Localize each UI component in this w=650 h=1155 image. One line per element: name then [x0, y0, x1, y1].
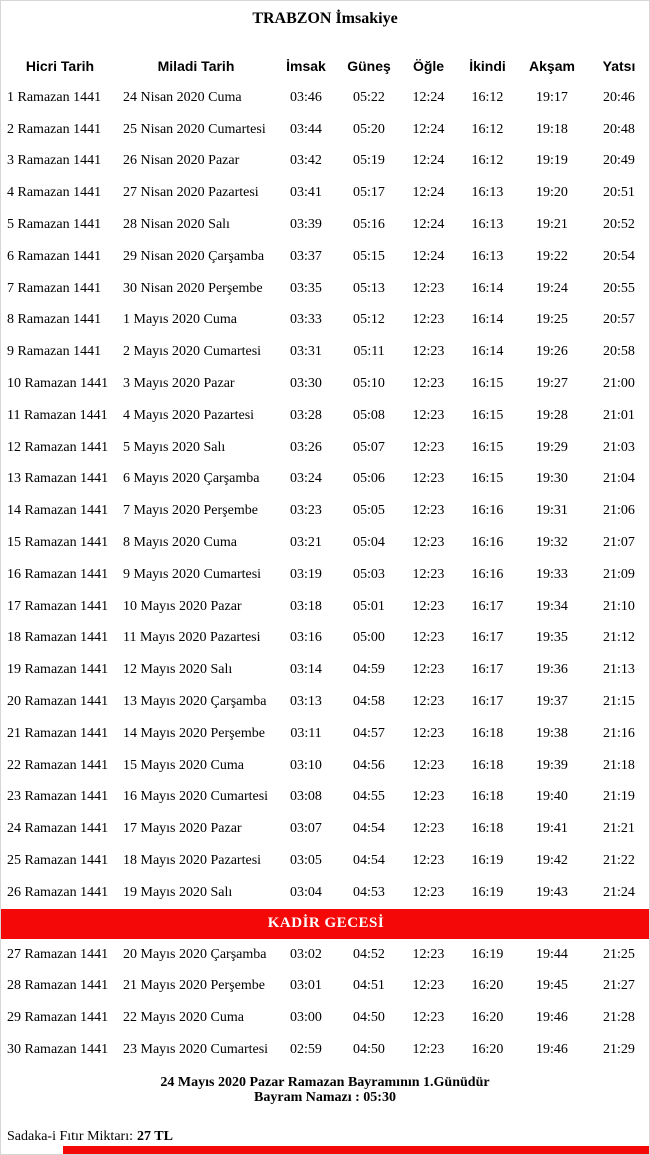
cell-miladi-tarih: 26 Nisan 2020 Pazar: [123, 153, 240, 169]
cell-miladi-tarih: 12 Mayıs 2020 Salı: [123, 662, 233, 678]
cell-aksam: 19:46: [536, 1010, 568, 1026]
cell-aksam: 19:32: [536, 535, 568, 551]
cell-ogle: 12:23: [412, 884, 445, 900]
cell-yatsi: 20:52: [603, 217, 635, 233]
cell-hicri-tarih: 5 Ramazan 1441: [7, 217, 102, 233]
cell-gunes: 05:07: [353, 439, 385, 455]
cell-miladi-tarih: 6 Mayıs 2020 Çarşamba: [123, 471, 260, 487]
cell-miladi-tarih: 28 Nisan 2020 Salı: [123, 217, 230, 233]
cell-ikindi: 16:16: [471, 503, 504, 519]
cell-imsak: 03:07: [290, 821, 322, 837]
cell-ikindi: 16:15: [471, 407, 504, 423]
cell-imsak: 03:08: [290, 789, 322, 805]
table-row: [1, 591, 650, 623]
cell-miladi-tarih: 14 Mayıs 2020 Perşembe: [123, 725, 265, 741]
cell-hicri-tarih: 13 Ramazan 1441: [7, 471, 109, 487]
cell-imsak: 03:42: [290, 153, 322, 169]
cell-ikindi: 16:18: [471, 821, 504, 837]
table-row: [1, 241, 650, 273]
cell-ikindi: 16:15: [471, 376, 504, 392]
cell-ogle: 12:23: [412, 376, 445, 392]
cell-yatsi: 21:19: [603, 789, 635, 805]
cell-imsak: 03:37: [290, 248, 322, 264]
cell-hicri-tarih: 21 Ramazan 1441: [7, 725, 109, 741]
table-row: [1, 177, 650, 209]
cell-ikindi: 16:18: [471, 757, 504, 773]
cell-miladi-tarih: 23 Mayıs 2020 Cumartesi: [123, 1042, 269, 1057]
cell-ikindi: 16:15: [471, 471, 504, 487]
cell-hicri-tarih: 28 Ramazan 1441: [7, 978, 109, 994]
cell-yatsi: 21:13: [603, 662, 635, 678]
table-row: [1, 559, 650, 591]
cell-ikindi: 16:16: [471, 535, 504, 551]
cell-miladi-tarih: 3 Mayıs 2020 Pazar: [123, 376, 235, 392]
cell-ogle: 12:23: [412, 598, 445, 614]
cell-yatsi: 21:00: [603, 376, 635, 392]
cell-yatsi: 21:09: [603, 566, 635, 582]
cell-ogle: 12:23: [412, 312, 445, 328]
cell-miladi-tarih: 16 Mayıs 2020 Cumartesi: [123, 789, 269, 805]
cell-imsak: 03:00: [290, 1010, 322, 1026]
cell-imsak: 03:10: [290, 757, 322, 773]
cell-ogle: 12:23: [412, 344, 445, 360]
table-row: [1, 1034, 650, 1066]
cell-ogle: 12:23: [412, 1010, 445, 1026]
cell-miladi-tarih: 9 Mayıs 2020 Cumartesi: [123, 566, 262, 582]
cell-miladi-tarih: 19 Mayıs 2020 Salı: [123, 884, 233, 900]
cell-yatsi: 21:06: [603, 503, 635, 519]
cell-ogle: 12:24: [412, 217, 445, 233]
cell-aksam: 19:20: [536, 185, 568, 201]
cell-aksam: 19:37: [536, 694, 568, 710]
cell-ogle: 12:24: [412, 185, 445, 201]
cell-gunes: 05:15: [353, 248, 385, 264]
cell-aksam: 19:38: [536, 725, 568, 741]
cell-ikindi: 16:19: [471, 946, 504, 962]
table-row: [1, 209, 650, 241]
cell-imsak: 03:33: [290, 312, 322, 328]
cell-gunes: 05:06: [353, 471, 385, 487]
cell-hicri-tarih: 29 Ramazan 1441: [7, 1010, 109, 1026]
cell-gunes: 04:50: [353, 1010, 385, 1026]
kadir-gecesi-banner-row: [1, 909, 650, 939]
cell-ogle: 12:23: [412, 946, 445, 962]
cell-aksam: 19:31: [536, 503, 568, 519]
cell-ikindi: 16:19: [471, 853, 504, 869]
table-row: [1, 432, 650, 464]
cell-imsak: 03:30: [290, 376, 322, 392]
cell-ogle: 12:23: [412, 978, 445, 994]
cell-aksam: 19:22: [536, 248, 568, 264]
cell-ikindi: 16:19: [471, 884, 504, 900]
kadir-gecesi-banner: KADİR GECESİ: [1, 909, 650, 939]
cell-ogle: 12:23: [412, 471, 445, 487]
cell-hicri-tarih: 27 Ramazan 1441: [7, 946, 109, 962]
cell-yatsi: 20:57: [603, 312, 635, 328]
cell-aksam: 19:40: [536, 789, 568, 805]
cell-hicri-tarih: 14 Ramazan 1441: [7, 503, 109, 519]
cell-miladi-tarih: 2 Mayıs 2020 Cumartesi: [123, 344, 262, 360]
table-row: [1, 336, 650, 368]
col-header-ogle: Öğle: [412, 58, 445, 74]
table-row: [1, 400, 650, 432]
cell-hicri-tarih: 15 Ramazan 1441: [7, 535, 109, 551]
table-row: [1, 845, 650, 877]
cell-miladi-tarih: 11 Mayıs 2020 Pazartesi: [123, 630, 261, 646]
cell-ikindi: 16:20: [471, 1010, 504, 1026]
cell-gunes: 04:57: [353, 725, 385, 741]
cell-ogle: 12:23: [412, 503, 445, 519]
cell-yatsi: 21:12: [603, 630, 635, 646]
cell-ikindi: 16:13: [471, 248, 504, 264]
cell-hicri-tarih: 11 Ramazan 1441: [7, 407, 108, 423]
cell-imsak: 03:39: [290, 217, 322, 233]
cell-ikindi: 16:18: [471, 725, 504, 741]
cell-yatsi: 21:04: [603, 471, 635, 487]
table-row: [1, 82, 650, 114]
cell-imsak: 03:41: [290, 185, 322, 201]
cell-aksam: 19:18: [536, 121, 568, 137]
cell-imsak: 03:14: [290, 662, 322, 678]
cell-imsak: 03:05: [290, 853, 322, 869]
cell-aksam: 19:35: [536, 630, 568, 646]
col-header-yatsi: Yatsı: [602, 58, 636, 74]
cell-ogle: 12:23: [412, 280, 445, 296]
cell-imsak: 03:18: [290, 598, 322, 614]
cell-imsak: 03:23: [290, 503, 322, 519]
cell-aksam: 19:39: [536, 757, 568, 773]
cell-yatsi: 21:10: [603, 598, 635, 614]
table-row: [1, 464, 650, 496]
cell-gunes: 05:17: [353, 185, 385, 201]
cell-imsak: 03:13: [290, 694, 322, 710]
cell-ogle: 12:23: [412, 821, 445, 837]
cell-aksam: 19:27: [536, 376, 568, 392]
cell-gunes: 05:20: [353, 121, 385, 137]
cell-miladi-tarih: 5 Mayıs 2020 Salı: [123, 439, 226, 455]
cell-ikindi: 16:12: [471, 89, 504, 105]
cell-gunes: 05:10: [353, 376, 385, 392]
cell-ogle: 12:24: [412, 153, 445, 169]
table-row: [1, 686, 650, 718]
cell-hicri-tarih: 10 Ramazan 1441: [7, 376, 109, 392]
col-header-aksam: Akşam: [529, 58, 575, 74]
cell-aksam: 19:21: [536, 217, 568, 233]
cell-yatsi: 21:16: [603, 725, 635, 741]
cell-aksam: 19:46: [536, 1042, 568, 1057]
cell-miladi-tarih: 18 Mayıs 2020 Pazartesi: [123, 853, 262, 869]
cell-gunes: 04:59: [353, 662, 385, 678]
cell-aksam: 19:45: [536, 978, 568, 994]
cell-hicri-tarih: 26 Ramazan 1441: [7, 884, 109, 900]
cell-gunes: 05:22: [353, 89, 385, 105]
cell-ikindi: 16:14: [471, 280, 504, 296]
cell-yatsi: 21:01: [603, 407, 635, 423]
prayer-times-table: [1, 50, 650, 1066]
table-row: [1, 877, 650, 909]
cell-hicri-tarih: 25 Ramazan 1441: [7, 853, 109, 869]
cell-imsak: 03:28: [290, 407, 322, 423]
cell-hicri-tarih: 23 Ramazan 1441: [7, 789, 109, 805]
cell-yatsi: 21:21: [603, 821, 635, 837]
cell-aksam: 19:17: [536, 89, 568, 105]
cell-hicri-tarih: 18 Ramazan 1441: [7, 630, 109, 646]
cell-miladi-tarih: 22 Mayıs 2020 Cuma: [123, 1010, 244, 1026]
cell-yatsi: 20:46: [603, 89, 635, 105]
table-row: [1, 939, 650, 971]
cell-ogle: 12:23: [412, 725, 445, 741]
cell-imsak: 03:01: [290, 978, 322, 994]
col-header-miladi-tarih: Miladi Tarih: [157, 58, 235, 74]
cell-yatsi: 20:48: [603, 121, 635, 137]
table-row: [1, 654, 650, 686]
cell-miladi-tarih: 29 Nisan 2020 Çarşamba: [123, 248, 265, 264]
cell-gunes: 04:54: [353, 821, 385, 837]
cell-gunes: 05:11: [353, 344, 385, 360]
table-row: [1, 1002, 650, 1034]
cell-gunes: 04:55: [353, 789, 385, 805]
cell-yatsi: 21:22: [603, 853, 635, 869]
cell-miladi-tarih: 25 Nisan 2020 Cumartesi: [123, 121, 266, 137]
cell-imsak: 03:16: [290, 630, 322, 646]
cell-ogle: 12:23: [412, 853, 445, 869]
cell-yatsi: 20:58: [603, 344, 635, 360]
cell-gunes: 04:58: [353, 694, 385, 710]
cell-miladi-tarih: 8 Mayıs 2020 Cuma: [123, 535, 237, 551]
cell-ikindi: 16:15: [471, 439, 504, 455]
cell-aksam: 19:29: [536, 439, 568, 455]
cell-ogle: 12:24: [412, 89, 445, 105]
cell-yatsi: 21:18: [603, 757, 635, 773]
sadaka-value: 27 TL: [136, 1128, 173, 1144]
cell-imsak: 03:35: [290, 280, 322, 296]
cell-aksam: 19:43: [536, 884, 568, 900]
cell-hicri-tarih: 30 Ramazan 1441: [7, 1042, 109, 1057]
cell-imsak: 03:02: [290, 946, 322, 962]
cell-gunes: 05:12: [353, 312, 385, 328]
cell-ogle: 12:23: [412, 694, 445, 710]
cell-ikindi: 16:13: [471, 185, 504, 201]
cell-ikindi: 16:20: [471, 1042, 504, 1057]
cell-yatsi: 20:54: [603, 248, 635, 264]
cell-hicri-tarih: 4 Ramazan 1441: [7, 185, 102, 201]
cell-miladi-tarih: 1 Mayıs 2020 Cuma: [123, 312, 237, 328]
table-row: [1, 623, 650, 655]
cell-ogle: 12:23: [412, 566, 445, 582]
table-row: [1, 305, 650, 337]
cell-hicri-tarih: 20 Ramazan 1441: [7, 694, 109, 710]
cell-yatsi: 21:27: [603, 978, 635, 994]
table-header-row: [1, 50, 650, 82]
table-row: [1, 813, 650, 845]
cell-ikindi: 16:17: [471, 630, 504, 646]
cell-gunes: 05:00: [353, 630, 385, 646]
cell-ikindi: 16:12: [471, 121, 504, 137]
cell-ogle: 12:23: [412, 662, 445, 678]
table-row: [1, 368, 650, 400]
cell-aksam: 19:41: [536, 821, 568, 837]
cell-yatsi: 20:49: [603, 153, 635, 169]
table-row: [1, 750, 650, 782]
cell-ogle: 12:23: [412, 789, 445, 805]
cell-yatsi: 21:24: [603, 884, 635, 900]
table-row: [1, 527, 650, 559]
table-row: [1, 782, 650, 814]
cell-hicri-tarih: 2 Ramazan 1441: [7, 121, 102, 137]
cell-yatsi: 20:55: [603, 280, 635, 296]
cell-imsak: 03:11: [290, 725, 322, 741]
cell-ikindi: 16:17: [471, 662, 504, 678]
cell-miladi-tarih: 27 Nisan 2020 Pazartesi: [123, 185, 259, 201]
cell-aksam: 19:30: [536, 471, 568, 487]
bayram-day-line: 24 Mayıs 2020 Pazar Ramazan Bayramının 1.Günüdür: [160, 1074, 490, 1090]
cell-ikindi: 16:20: [471, 978, 504, 994]
cell-miladi-tarih: 30 Nisan 2020 Perşembe: [123, 280, 263, 296]
cell-gunes: 04:51: [353, 978, 385, 994]
col-header-hicri-tarih: Hicri Tarih: [25, 58, 95, 74]
cell-ogle: 12:23: [412, 630, 445, 646]
cell-hicri-tarih: 9 Ramazan 1441: [7, 344, 102, 360]
col-header-imsak: İmsak: [286, 58, 326, 74]
cell-hicri-tarih: 1 Ramazan 1441: [7, 89, 102, 105]
cell-hicri-tarih: 22 Ramazan 1441: [7, 757, 109, 773]
table-row: [1, 114, 650, 146]
table-row: [1, 273, 650, 305]
bottom-red-bar: [63, 1146, 649, 1154]
cell-aksam: 19:24: [536, 280, 568, 296]
cell-yatsi: 21:07: [603, 535, 635, 551]
cell-miladi-tarih: 17 Mayıs 2020 Pazar: [123, 821, 242, 837]
cell-aksam: 19:36: [536, 662, 568, 678]
cell-miladi-tarih: 13 Mayıs 2020 Çarşamba: [123, 694, 267, 710]
cell-hicri-tarih: 19 Ramazan 1441: [7, 662, 109, 678]
cell-imsak: 02:59: [290, 1042, 322, 1057]
cell-yatsi: 21:15: [603, 694, 635, 710]
col-header-gunes: Güneş: [347, 58, 391, 74]
cell-ikindi: 16:18: [471, 789, 504, 805]
cell-miladi-tarih: 15 Mayıs 2020 Cuma: [123, 757, 244, 773]
sadaka-line: [1, 1129, 649, 1145]
cell-ikindi: 16:17: [471, 598, 504, 614]
cell-gunes: 05:19: [353, 153, 385, 169]
cell-gunes: 05:03: [353, 566, 385, 582]
cell-aksam: 19:19: [536, 153, 568, 169]
cell-miladi-tarih: 4 Mayıs 2020 Pazartesi: [123, 407, 255, 423]
cell-ogle: 12:23: [412, 439, 445, 455]
cell-gunes: 05:05: [353, 503, 385, 519]
cell-gunes: 04:56: [353, 757, 385, 773]
cell-ikindi: 16:13: [471, 217, 504, 233]
cell-ikindi: 16:16: [471, 566, 504, 582]
col-header-ikindi: İkindi: [469, 58, 506, 74]
cell-gunes: 04:50: [353, 1042, 385, 1057]
cell-gunes: 05:13: [353, 280, 385, 296]
cell-ikindi: 16:14: [471, 344, 504, 360]
cell-imsak: 03:46: [290, 89, 322, 105]
cell-aksam: 19:42: [536, 853, 568, 869]
cell-ogle: 12:24: [412, 248, 445, 264]
table-row: [1, 146, 650, 178]
table-row: [1, 718, 650, 750]
cell-ikindi: 16:12: [471, 153, 504, 169]
cell-yatsi: 21:25: [603, 946, 635, 962]
cell-ogle: 12:23: [412, 407, 445, 423]
cell-gunes: 05:16: [353, 217, 385, 233]
cell-gunes: 04:53: [353, 884, 385, 900]
cell-hicri-tarih: 24 Ramazan 1441: [7, 821, 109, 837]
cell-imsak: 03:26: [290, 439, 322, 455]
sadaka-label: Sadaka-i Fıtır Miktarı:: [7, 1128, 133, 1144]
cell-gunes: 04:54: [353, 853, 385, 869]
cell-ogle: 12:23: [412, 535, 445, 551]
cell-imsak: 03:24: [290, 471, 322, 487]
cell-hicri-tarih: 8 Ramazan 1441: [7, 312, 102, 328]
cell-aksam: 19:28: [536, 407, 568, 423]
table-row: [1, 971, 650, 1003]
cell-ogle: 12:24: [412, 121, 445, 137]
cell-aksam: 19:26: [536, 344, 568, 360]
cell-gunes: 05:08: [353, 407, 385, 423]
cell-hicri-tarih: 17 Ramazan 1441: [7, 598, 109, 614]
cell-hicri-tarih: 3 Ramazan 1441: [7, 153, 102, 169]
cell-hicri-tarih: 7 Ramazan 1441: [7, 280, 102, 296]
cell-imsak: 03:04: [290, 884, 322, 900]
cell-gunes: 04:52: [353, 946, 385, 962]
cell-miladi-tarih: 7 Mayıs 2020 Perşembe: [123, 503, 258, 519]
cell-imsak: 03:31: [290, 344, 322, 360]
cell-miladi-tarih: 24 Nisan 2020 Cuma: [123, 89, 242, 105]
cell-yatsi: 20:51: [603, 185, 635, 201]
cell-ikindi: 16:14: [471, 312, 504, 328]
cell-gunes: 05:01: [353, 598, 385, 614]
cell-imsak: 03:44: [290, 121, 322, 137]
page-title: TRABZON İmsakiye: [252, 10, 398, 27]
cell-miladi-tarih: 10 Mayıs 2020 Pazar: [123, 598, 242, 614]
cell-hicri-tarih: 6 Ramazan 1441: [7, 248, 102, 264]
cell-ogle: 12:23: [412, 1042, 445, 1057]
cell-ogle: 12:23: [412, 757, 445, 773]
cell-yatsi: 21:03: [603, 439, 635, 455]
cell-imsak: 03:19: [290, 566, 322, 582]
cell-aksam: 19:25: [536, 312, 568, 328]
cell-aksam: 19:44: [536, 946, 568, 962]
bayram-note: [1, 1075, 649, 1105]
cell-hicri-tarih: 16 Ramazan 1441: [7, 566, 109, 582]
cell-aksam: 19:34: [536, 598, 568, 614]
cell-hicri-tarih: 12 Ramazan 1441: [7, 439, 109, 455]
bayram-prayer-line: Bayram Namazı : 05:30: [254, 1089, 396, 1105]
cell-miladi-tarih: 21 Mayıs 2020 Perşembe: [123, 978, 265, 994]
cell-miladi-tarih: 20 Mayıs 2020 Çarşamba: [123, 946, 267, 962]
cell-yatsi: 21:28: [603, 1010, 635, 1026]
cell-ikindi: 16:17: [471, 694, 504, 710]
cell-imsak: 03:21: [290, 535, 322, 551]
cell-gunes: 05:04: [353, 535, 385, 551]
cell-aksam: 19:33: [536, 566, 568, 582]
cell-yatsi: 21:29: [603, 1042, 635, 1057]
table-row: [1, 495, 650, 527]
